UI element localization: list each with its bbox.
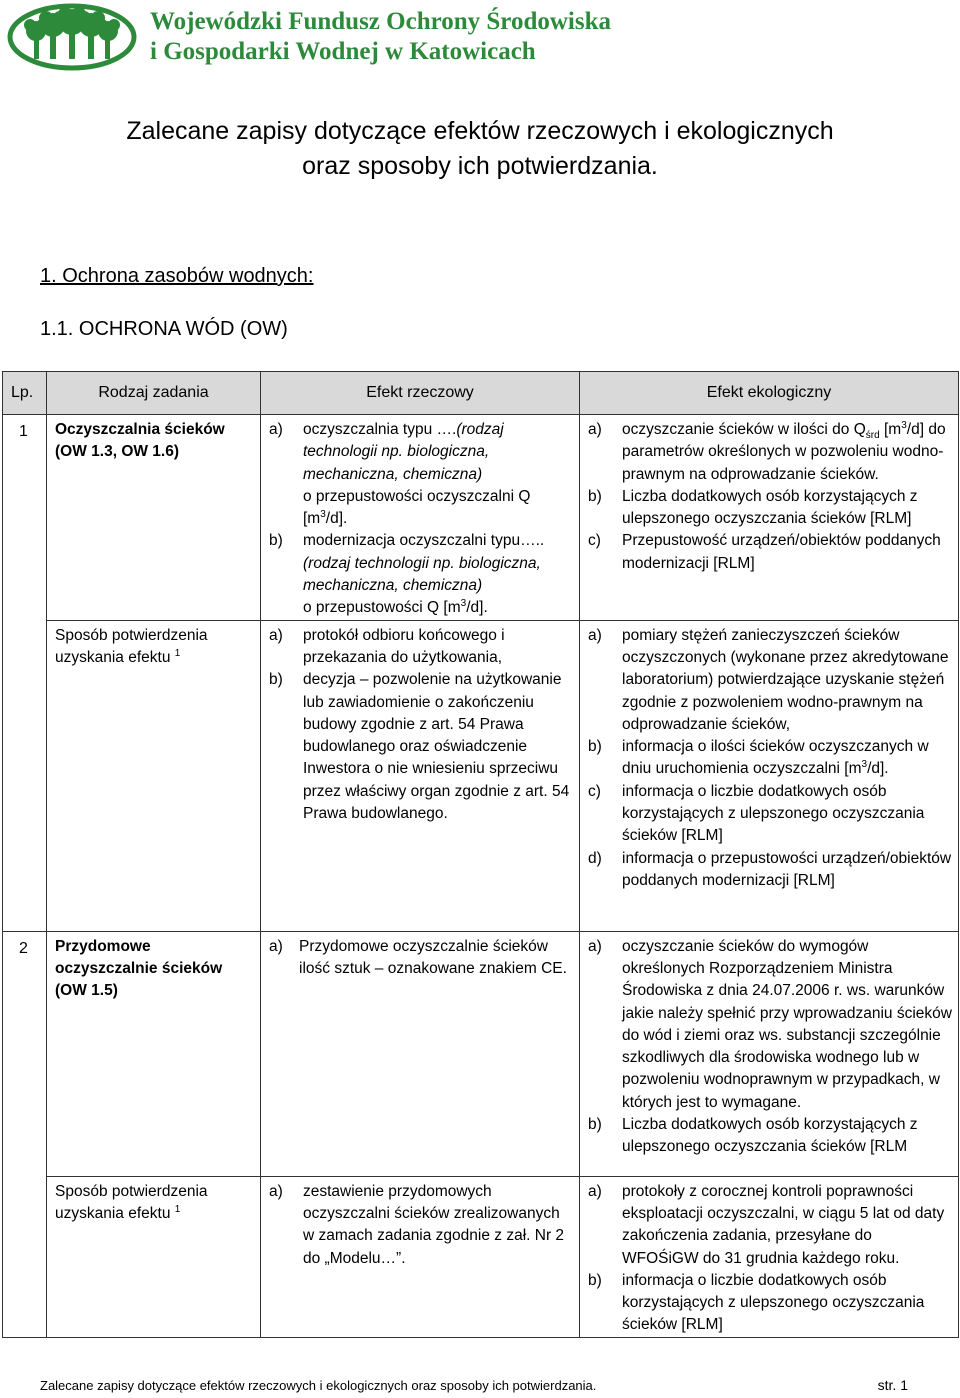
list-text-part: oczyszczalnia typu …. (303, 421, 457, 438)
header-lp: Lp. (3, 372, 47, 415)
list-item (588, 486, 952, 531)
list-marker: b) (588, 738, 602, 756)
task-name-text: Przydomowe oczyszczalnie ścieków (OW 1.5) (55, 937, 223, 1000)
list-text (622, 736, 952, 781)
list-item (269, 936, 573, 981)
list-text: decyzja – pozwolenie na użytkowanie lub zawiadomienie o zakończeniu budowy zgodnie z art. 54 Prawa budowlanego oraz oświadczenie Inwestora o nie wniesieniu sprzeciwu przez właściwy organ zgodnie z art. 54 Prawa budowlanego. (303, 671, 570, 823)
list-marker: a) (269, 421, 283, 438)
table-header-row (3, 372, 959, 415)
effects-table (2, 371, 959, 1338)
list-item (588, 781, 952, 848)
list-marker: a) (588, 937, 602, 955)
list-item (588, 1270, 952, 1337)
list-text: informacja o liczbie dodatkowych osób korzystających z ulepszonego oczyszczania ścieków [RLM] (622, 1271, 925, 1334)
ecological-effect (580, 931, 959, 1176)
title-line1: Zalecane zapisy dotyczące efektów rzeczowych i ekologicznych (126, 117, 834, 145)
list-item (269, 530, 573, 619)
subscript: śrd (865, 430, 880, 442)
org-name-line2: i Gospodarki Wodnej w Katowicach (150, 38, 536, 65)
list-text-italic: (rodzaj technologii np. biologiczna, mechaniczna, chemiczna) (303, 554, 541, 595)
list-item (588, 848, 952, 893)
list-item (588, 936, 952, 1114)
list-marker: a) (269, 626, 283, 644)
list-text (622, 419, 952, 486)
proof-label: Sposób potwierdzenia uzyskania efektu (55, 1182, 208, 1222)
footnote-mark: 1 (174, 647, 181, 659)
proof-label: Sposób potwierdzenia uzyskania efektu (55, 626, 208, 666)
proof-ecological (580, 620, 959, 931)
table-row (3, 620, 959, 931)
proof-label-cell (47, 1176, 261, 1337)
list-marker: d) (588, 849, 602, 867)
org-name-line1: Wojewódzki Fundusz Ochrony Środowiska (150, 8, 611, 35)
footer-text: Zalecane zapisy dotyczące efektów rzeczowych i ekologicznych oraz sposoby ich potwierdzania. (40, 1378, 597, 1393)
proof-material (261, 1176, 580, 1337)
list-item (588, 419, 952, 486)
list-text-part: /d] do parametrów określonych w pozwoleniu wodno-prawnym na odprowadzanie ścieków. (622, 421, 946, 483)
list-marker: c) (588, 782, 601, 800)
proof-label-cell (47, 620, 261, 931)
task-name-text: Oczyszczalnia ścieków (OW 1.3, OW 1.6) (55, 421, 225, 461)
superscript: 3 (460, 598, 467, 610)
list-item (269, 1181, 573, 1270)
list-text-part: o przepustowości Q [m (303, 599, 461, 617)
list-item (269, 419, 573, 530)
list-marker: b) (588, 1271, 602, 1289)
list-text-part: oczyszczanie ścieków w ilości do Q (622, 421, 866, 438)
list-text-part: /d]. (325, 510, 348, 528)
list-text: zestawienie przydomowych oczyszczalni ścieków zrealizowanych w zamach zadania zgodnie z zał. Nr 2 do „Modelu…”. (303, 1182, 565, 1267)
list-item (588, 625, 952, 736)
list-marker: b) (588, 1116, 602, 1134)
table-row (3, 415, 959, 621)
list-text: Przydomowe oczyszczalnie ścieków ilość sztuk – oznakowane znakiem CE. (299, 937, 567, 977)
table-row (3, 931, 959, 1176)
list-item (588, 1114, 952, 1159)
superscript: 3 (901, 419, 907, 431)
list-item (269, 625, 573, 670)
footnote-mark: 1 (174, 1203, 181, 1215)
list-text: pomiary stężeń zanieczyszczeń ścieków oczyszczonych (wykonane przez akredytowane laboratorium) potwierdzające uzyskanie stężeń zgodnie z pozwoleniem wodno-prawnym na odprowadzanie ścieków, (622, 626, 949, 733)
list-item (588, 530, 952, 575)
organization-name (150, 7, 611, 67)
list-marker: a) (588, 626, 602, 644)
list-marker: a) (269, 1182, 283, 1200)
row-number: 2 (3, 931, 47, 1337)
material-effect (261, 415, 580, 621)
list-marker: b) (269, 671, 283, 689)
proof-material (261, 620, 580, 931)
table-row (3, 1176, 959, 1337)
list-text: protokoły z corocznej kontroli poprawności eksploatacji oczyszczalni, w ciągu 5 lat od daty zakończenia zadania, przesyłane do WFOŚiGW do 31 grudnia każdego roku. (622, 1182, 945, 1267)
list-text-part: modernizacja oczyszczalni typu….. (303, 532, 545, 550)
document-title (0, 114, 960, 184)
list-item (269, 669, 573, 825)
list-text-part: o przepustowości oczyszczalni Q [m (303, 487, 531, 528)
title-line2: oraz sposoby ich potwierdzania. (302, 152, 658, 180)
list-text-part: [m (879, 421, 902, 438)
header-task: Rodzaj zadania (47, 372, 261, 415)
list-text-part: /d]. (867, 760, 889, 778)
list-text: Liczba dodatkowych osób korzystających z ulepszonego oczyszczania ścieków [RLM] (622, 487, 918, 528)
list-text-part: informacja o ilości ścieków oczyszczanych w dniu uruchomienia oczyszczalni [m (622, 738, 929, 778)
list-marker: b) (588, 487, 602, 505)
row-number: 1 (3, 415, 47, 932)
list-item (588, 736, 952, 781)
superscript: 3 (320, 509, 326, 521)
list-marker: b) (269, 532, 283, 550)
list-text-italic: (rodzaj technologii np. biologiczna, mechaniczna, chemiczna) (303, 421, 504, 483)
list-text: informacja o liczbie dodatkowych osób korzystających z ulepszonego oczyszczania ścieków [RLM] (622, 782, 925, 845)
list-text: informacja o przepustowości urządzeń/obiektów poddanych modernizacji [RLM] (622, 849, 952, 889)
page-number: str. 1 (877, 1377, 908, 1393)
list-text (303, 530, 573, 619)
list-marker: a) (588, 1182, 602, 1200)
tree-emblem-icon (6, 3, 138, 71)
header-ecological: Efekt ekologiczny (580, 372, 959, 415)
list-text (303, 419, 573, 530)
proof-ecological (580, 1176, 959, 1337)
material-effect (261, 931, 580, 1176)
list-marker: a) (269, 937, 283, 955)
list-text-part: /d]. (466, 599, 488, 617)
subsection-heading: 1.1. OCHRONA WÓD (OW) (40, 318, 288, 340)
list-item (588, 1181, 952, 1270)
list-text: Przepustowość urządzeń/obiektów poddanych modernizacji [RLM] (622, 532, 941, 572)
superscript: 3 (861, 759, 868, 771)
ecological-effect (580, 415, 959, 621)
list-marker: a) (588, 421, 602, 438)
list-text: oczyszczanie ścieków do wymogów określonych Rozporządzeniem Ministra Środowiska z dnia 24.07.2006 r. ws. warunków jakie należy spełnić przy wprowadzaniu ścieków do wód i ziemi oraz ws. substancji szczególnie szkodliwych dla środowiska wodnego lub w pozwoleniu wodnoprawnym w przypadkach, w których jest to wymagane. (622, 937, 952, 1111)
task-name (47, 931, 261, 1176)
header-material: Efekt rzeczowy (261, 372, 580, 415)
list-text: Liczba dodatkowych osób korzystających z ulepszonego oczyszczania ścieków [RLM (622, 1116, 918, 1156)
page-header (6, 2, 611, 72)
task-name (47, 415, 261, 621)
list-marker: c) (588, 532, 601, 550)
section-heading: 1. Ochrona zasobów wodnych: (40, 265, 314, 287)
list-text: protokół odbioru końcowego i przekazania do użytkowania, (303, 626, 505, 666)
